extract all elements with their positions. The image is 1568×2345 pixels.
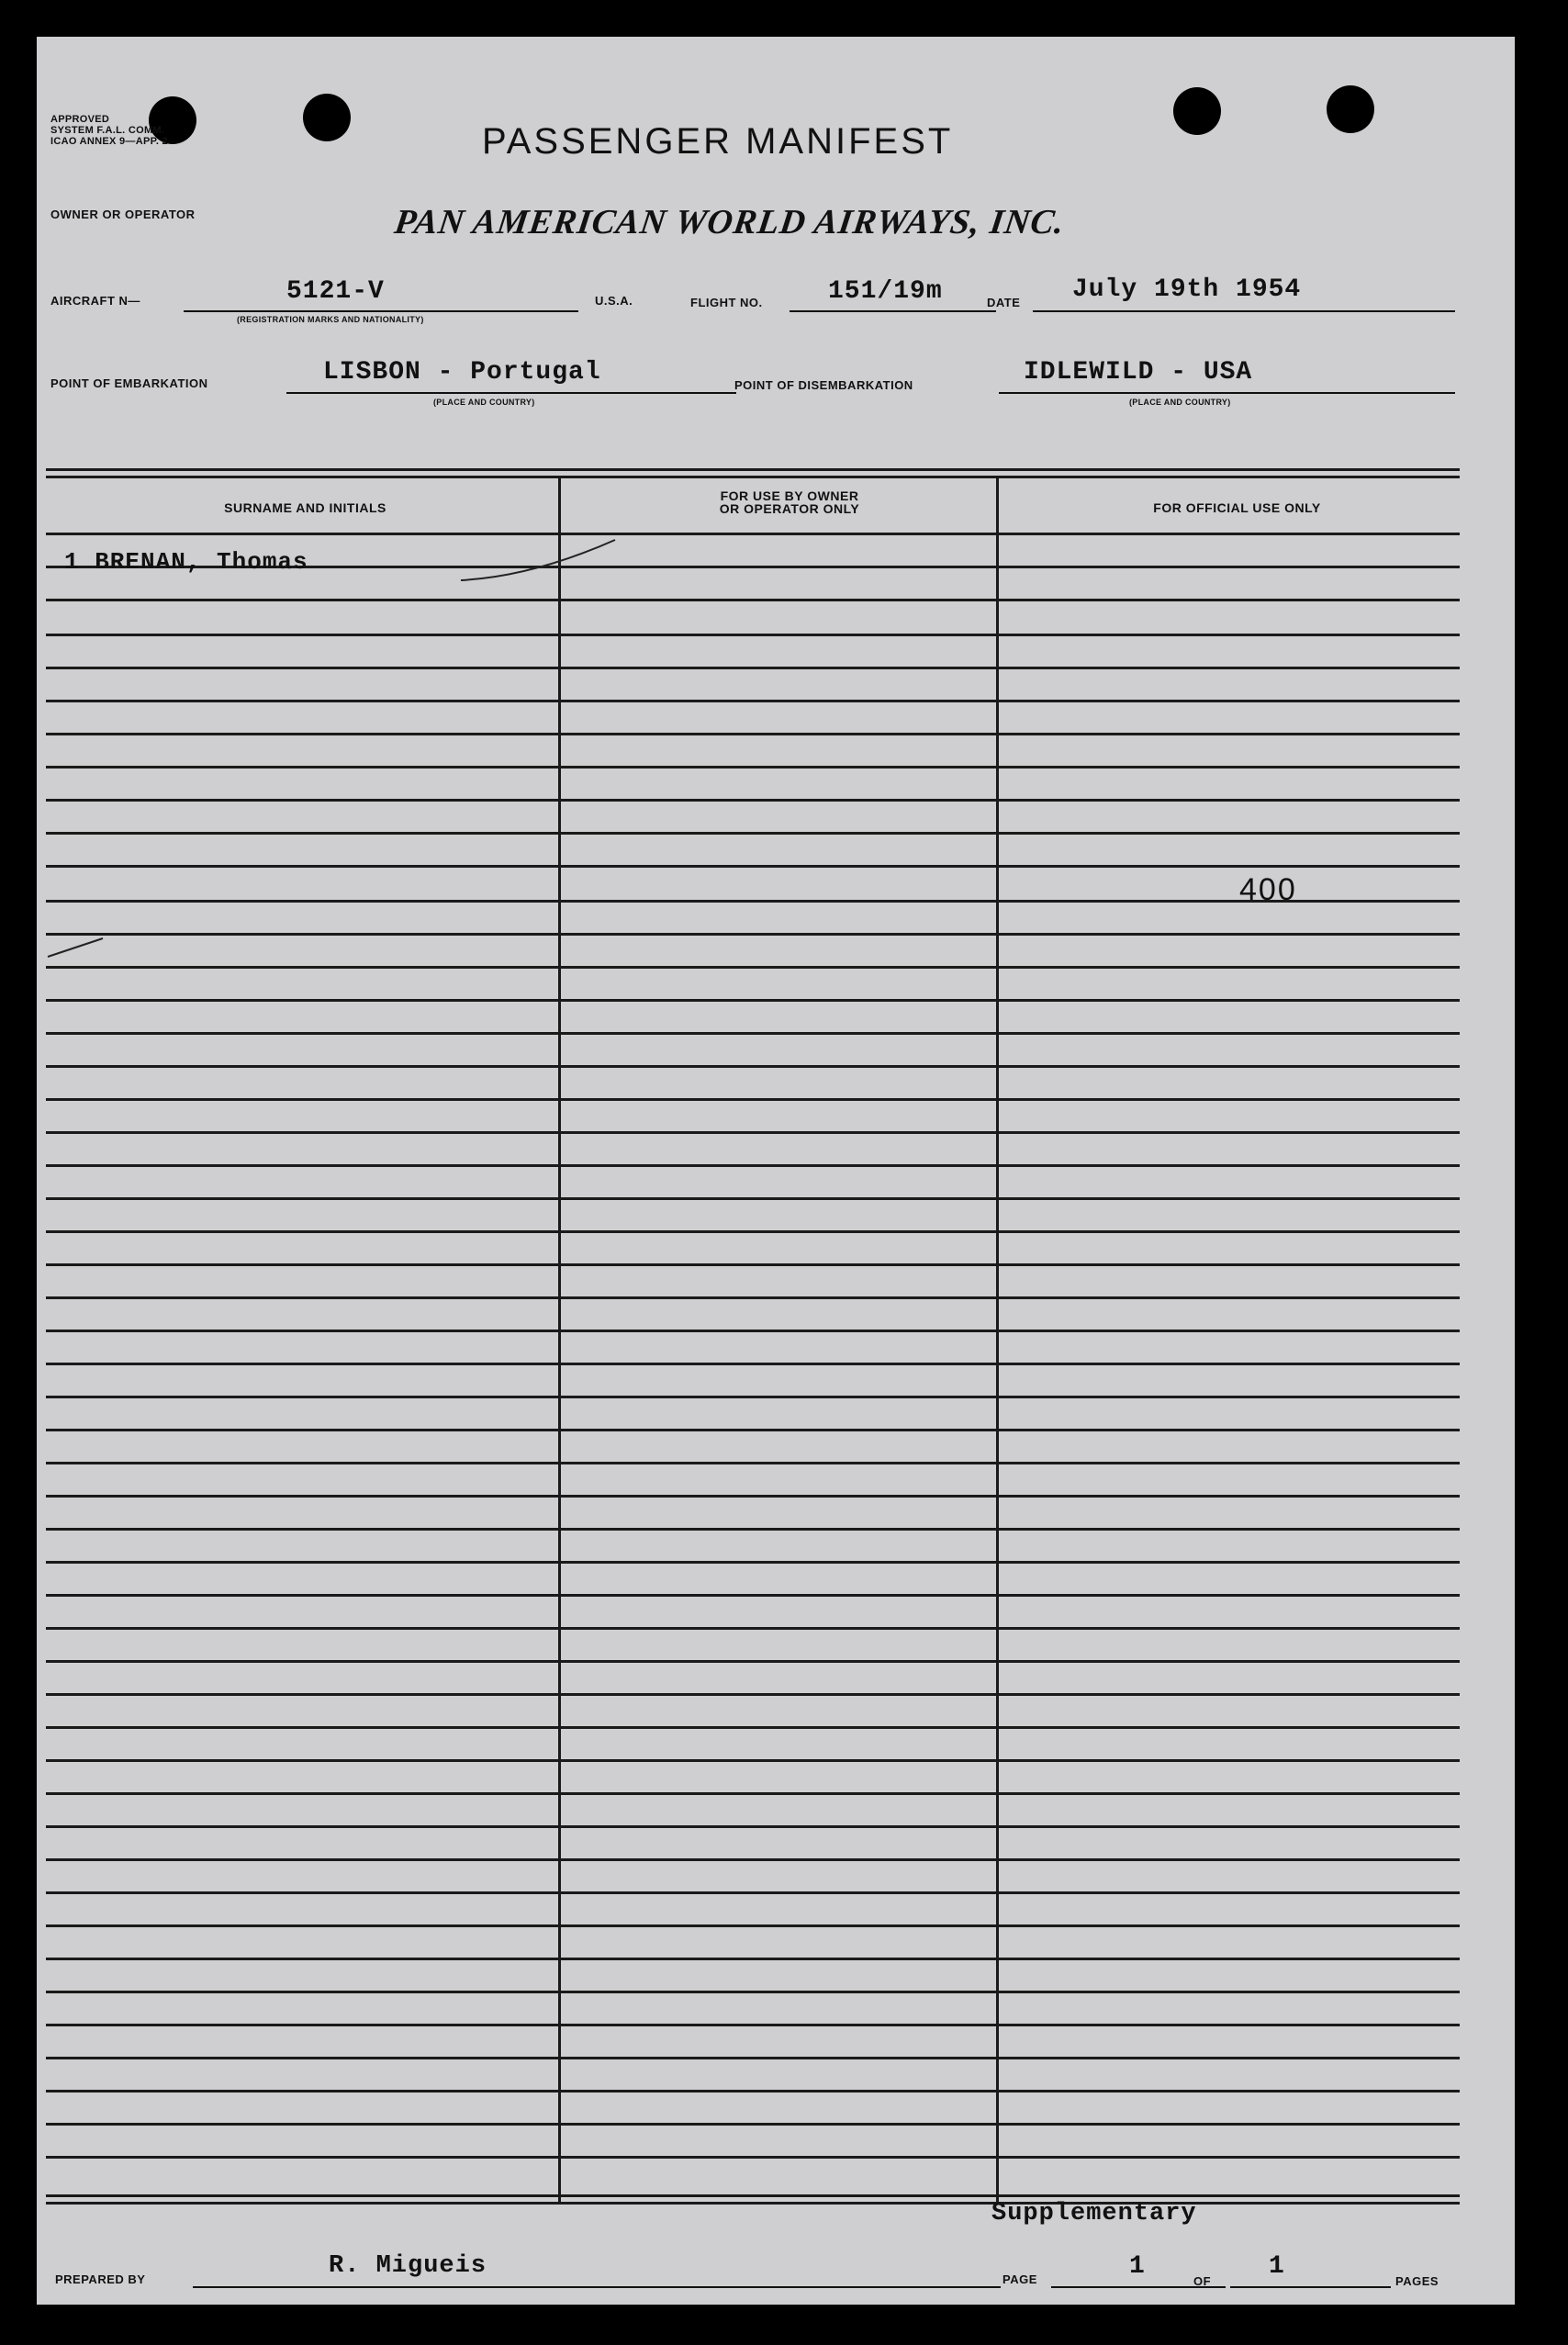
embark-value: LISBON - Portugal [323,358,601,387]
pages-label: PAGES [1395,2274,1439,2288]
row-rule [46,1858,1460,1861]
punch-hole-2 [303,94,351,141]
col-owner-header [569,489,1010,515]
row-rule [46,1164,1460,1167]
disembark-label: POINT OF DISEMBARKATION [734,378,913,392]
pen-tick [46,927,110,964]
disembark-value: IDLEWILD - USA [1024,358,1253,387]
row-rule [46,1131,1460,1134]
row-rule [46,1065,1460,1068]
row-rule [46,1991,1460,1993]
embark-caption: (PLACE AND COUNTRY) [433,398,535,407]
pages-value: 1 [1269,2252,1285,2281]
row-rule [46,1825,1460,1828]
page-label: PAGE [1002,2272,1037,2286]
manifest-sheet [37,37,1515,2305]
row-rule [46,1792,1460,1795]
prepared-underline [193,2286,1001,2288]
row-rule [46,1759,1460,1762]
row-rule [46,1098,1460,1101]
table-bottom-rule [46,2194,1460,2197]
row-rule [46,1230,1460,1233]
row-rule [46,667,1460,669]
punch-hole-4 [1327,85,1374,133]
supplementary-label: Supplementary [991,2200,1197,2227]
disembark-caption: (PLACE AND COUNTRY) [1129,398,1231,407]
row-rule [46,700,1460,702]
row-rule [46,999,1460,1002]
row-rule [46,733,1460,735]
registration-caption: (REGISTRATION MARKS AND NATIONALITY) [237,315,424,324]
prepared-label: PREPARED BY [55,2272,146,2286]
page-title: PASSENGER MANIFEST [482,121,954,162]
col-owner-header-line: FOR USE BY OWNER [720,488,859,503]
row-rule [46,2156,1460,2159]
row-rule [46,1330,1460,1332]
aircraft-label: AIRCRAFT N— [50,294,140,308]
row-rule [46,2090,1460,2093]
col-surname-header: SURNAME AND INITIALS [224,500,386,515]
col-official-header: FOR OFFICIAL USE ONLY [1153,500,1321,515]
row-rule [46,1594,1460,1597]
prepared-by-value: R. Migueis [329,2252,487,2280]
usa-label: U.S.A. [595,294,633,308]
embark-label: POINT OF EMBARKATION [50,376,208,390]
row-rule [46,832,1460,835]
row-rule [46,2024,1460,2026]
aircraft-underline [184,310,578,312]
page-value: 1 [1129,2252,1146,2281]
col-owner-header-line: OR OPERATOR ONLY [719,501,860,516]
row-rule [46,533,1460,535]
date-value: July 19th 1954 [1072,275,1302,304]
row-rule [46,1726,1460,1729]
pages-underline [1230,2286,1391,2288]
row-rule [46,1958,1460,1960]
row-rule [46,1363,1460,1365]
official-note: 400 [1239,872,1297,907]
row-rule [46,1561,1460,1564]
row-rule [46,2123,1460,2126]
punch-hole-3 [1173,87,1221,135]
row-rule [46,1396,1460,1398]
row-rule [46,1462,1460,1464]
passenger-row-1: 1 BRENAN, Thomas [64,548,308,576]
row-rule [46,966,1460,969]
date-underline [1033,310,1455,312]
row-rule [46,865,1460,868]
row-rule [46,1891,1460,1894]
row-rule [46,1296,1460,1299]
company-name: PAN AMERICAN WORLD AIRWAYS, INC. [392,203,1068,241]
approval-line: ICAO ANNEX 9—APP. 2 [50,136,168,147]
date-label: DATE [987,296,1021,309]
row-rule [46,1495,1460,1498]
flight-no-underline [790,310,996,312]
row-rule [46,933,1460,936]
row-rule [46,799,1460,802]
table-top-rule [46,468,1460,471]
flight-no-label: FLIGHT NO. [690,296,763,309]
table-top-rule-2 [46,476,1460,478]
row-rule [46,1660,1460,1663]
row-rule [46,1263,1460,1266]
of-label: OF [1193,2274,1212,2288]
row-rule [46,1032,1460,1035]
row-rule [46,1627,1460,1630]
row-rule [46,1528,1460,1531]
approval-line: APPROVED [50,114,110,125]
row-rule [46,766,1460,769]
embark-underline [286,392,736,394]
row-rule [46,634,1460,636]
row-rule [46,1924,1460,1927]
row-rule [46,2057,1460,2059]
approval-line: SYSTEM F.A.L. COMM. [50,125,165,136]
flight-no-value: 151/19m [828,277,943,306]
row-rule [46,1693,1460,1696]
pen-stroke [459,533,624,588]
disembark-underline [999,392,1455,394]
row-rule [46,1429,1460,1431]
row-rule [46,599,1460,601]
owner-label: OWNER OR OPERATOR [50,208,196,221]
approval-block [50,114,168,147]
table-bottom-rule-2 [46,2202,1460,2205]
row-rule [46,1197,1460,1200]
aircraft-value: 5121-V [286,277,385,306]
